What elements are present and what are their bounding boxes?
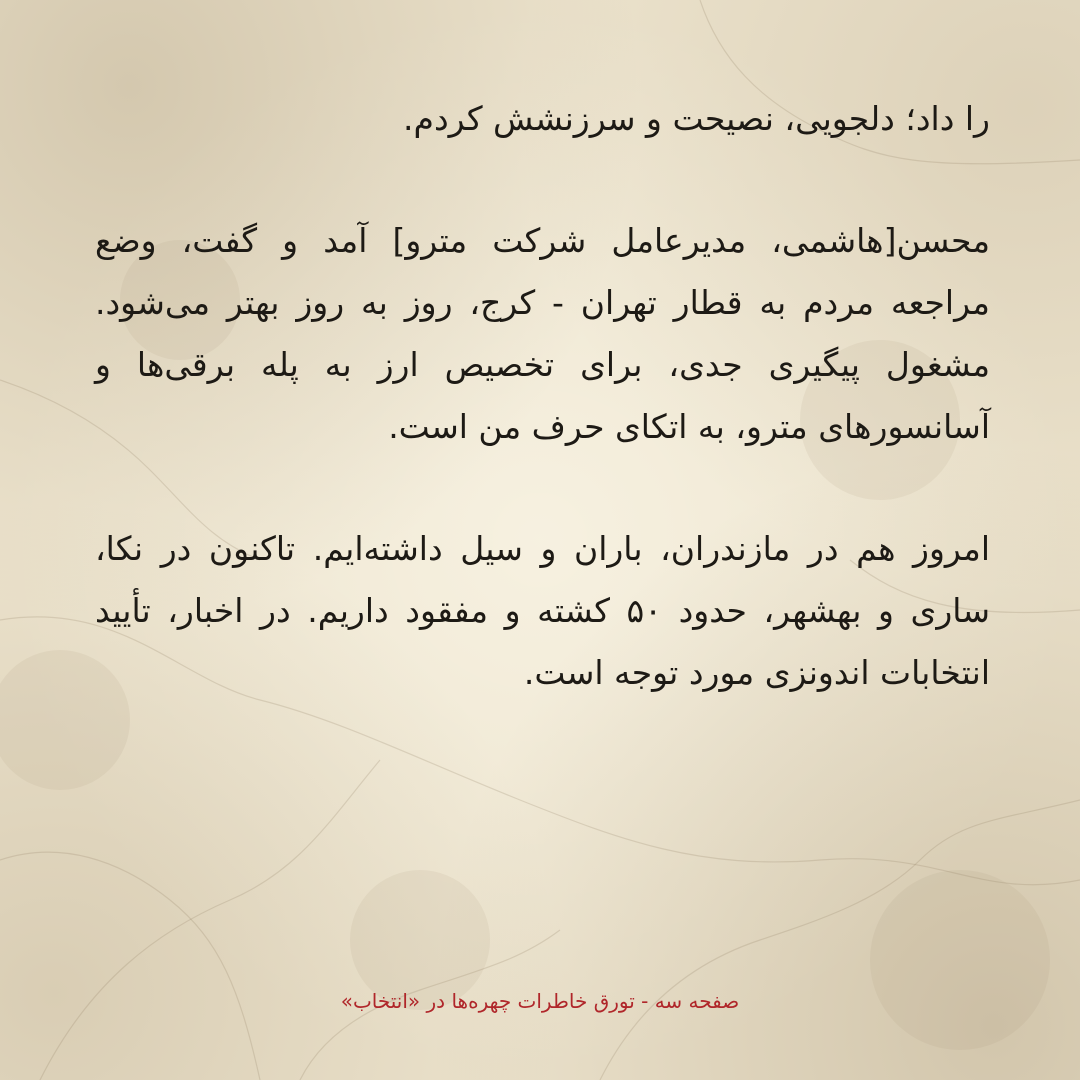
paragraph-1: را داد؛ دلجویی، نصیحت و سرزنشش کردم. — [403, 99, 990, 138]
paragraph-2: محسن[هاشمی، مدیرعامل شرکت مترو] آمد و گفت، وضع مراجعه مردم به قطار تهران - کرج، روز به روز بهتر می‌شود. مشغول پیگیری جدی، برای تخصیص ارز به پله برقی‌ها و آسانسورهای مترو، به اتکای حرف من است. — [95, 221, 990, 446]
footer-caption: صفحه سه - تورق خاطرات چهره‌ها در «انتخاب» — [340, 989, 740, 1013]
paragraph-3: امروز هم در مازندران، باران و سیل داشته‌ایم. تاکنون در نکا، ساری و بهشهر، حدود ۵۰ کشته و مفقود داریم. در اخبار، تأیید انتخابات اندونزی مورد توجه است. — [95, 529, 990, 692]
memoir-text — [95, 88, 990, 764]
